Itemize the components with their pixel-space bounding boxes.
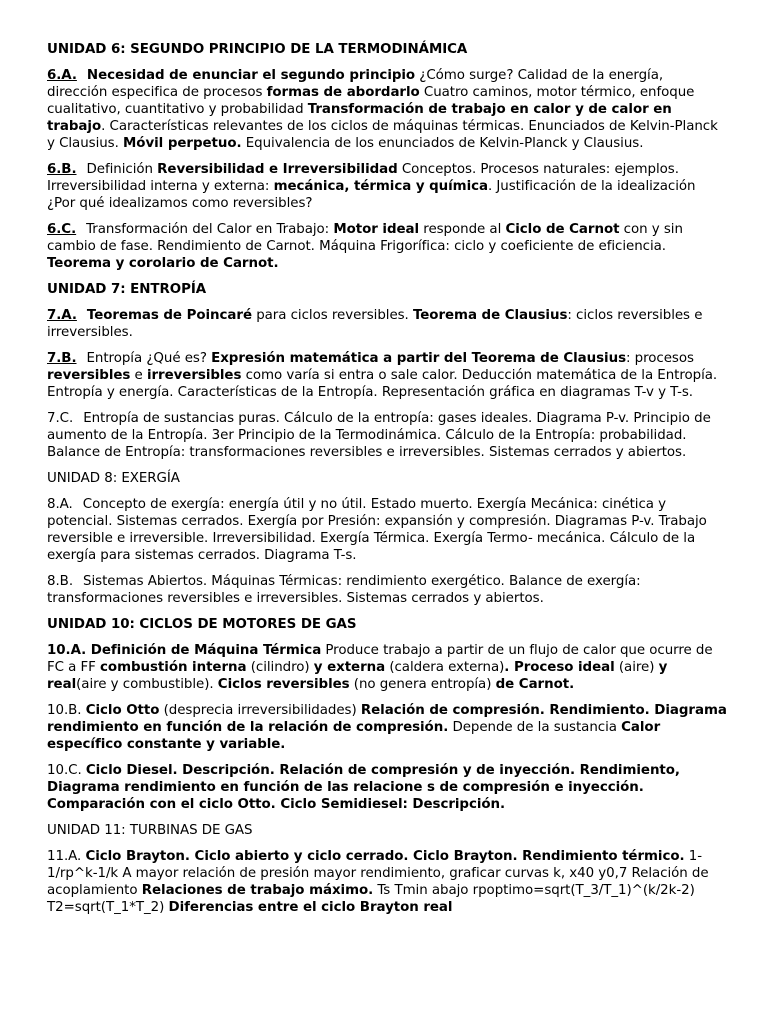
text-run: Reversibilidad e Irreversibilidad — [157, 162, 398, 177]
text-run: irreversibles — [146, 368, 242, 383]
text-run: Expresión matemática a partir del Teorema de Clausius — [211, 351, 626, 366]
text-run: y real — [47, 660, 668, 692]
text-run: : ciclos reversibles e irreversibles. — [47, 308, 703, 340]
text-run: Ciclo Otto — [85, 703, 160, 718]
text-run: Teorema de Clausius — [412, 308, 568, 323]
text-run: con y sin cambio de fase. Rendimiento de Carnot. Máquina Frigorífica: ciclo y coeficiente de eficiencia. — [47, 222, 683, 254]
section-11a — [47, 848, 727, 916]
text-run: Teoremas de Poincaré — [86, 308, 252, 323]
text-run: reversibles — [47, 368, 131, 383]
text-run: Necesidad de enunciar el segundo principio — [86, 68, 416, 83]
section-10c — [47, 762, 727, 813]
text-run: (caldera externa) — [385, 660, 505, 675]
text-run: . Características relevantes de los ciclos de máquinas térmicas. Enunciados de Kelvin-Planck y Clausius. — [47, 119, 718, 151]
text-run: Cuatro caminos, motor térmico, enfoque cualitativo, cuantitativo y probabilidad — [47, 85, 695, 117]
text-run: . Proceso ideal — [504, 660, 615, 675]
text-run: Ciclo Brayton. Ciclo abierto y ciclo cerrado. Ciclo Brayton. Rendimiento térmico. — [85, 849, 685, 864]
unit-7-heading: UNIDAD 7: ENTROPÍA — [47, 282, 207, 297]
unit-11-heading: UNIDAD 11: TURBINAS DE GAS — [47, 823, 253, 838]
text-run: de Carnot. — [495, 677, 575, 692]
text-run: 10.B. — [47, 703, 86, 718]
text-run: Transformación de trabajo en calor y de calor en trabajo — [47, 102, 672, 134]
text-run: (cilindro) — [246, 660, 314, 675]
text-run: 1-1/rp^k-1/k A mayor relación de presión mayor rendimiento, graficar curvas k, x40 y0,7 Relación de acoplamiento — [47, 849, 709, 898]
section-7c — [47, 410, 727, 461]
text-run: Depende de la sustancia — [448, 720, 622, 735]
document-page — [47, 41, 727, 925]
text-run: Entropía ¿Qué es? — [86, 351, 212, 366]
text-run: Ciclos reversibles — [217, 677, 350, 692]
text-run: (aire y combustible). — [76, 677, 218, 692]
section-8a — [47, 496, 727, 564]
text-run: combustión interna — [100, 660, 247, 675]
text-run: 10.C. — [47, 763, 86, 778]
text-run: Calor específico constante y variable. — [47, 720, 661, 752]
section-10a — [47, 642, 727, 693]
text-run: Sistemas Abiertos. Máquinas Térmicas: rendimiento exergético. Balance de exergía: transformaciones reversibles e irreversibles. Sistemas cerrados y abiertos. — [47, 574, 641, 606]
section-7b — [47, 350, 727, 401]
text-run: formas de abordarlo — [266, 85, 420, 100]
section-number: 7.A. — [47, 308, 77, 323]
text-run: Motor ideal — [333, 222, 420, 237]
unit-10-heading: UNIDAD 10: CICLOS DE MOTORES DE GAS — [47, 617, 357, 632]
text-run: 8.A. — [47, 497, 73, 512]
text-run: Conceptos. Procesos naturales: ejemplos. Irreversibilidad interna y externa: — [47, 162, 679, 194]
text-run: Definición — [86, 162, 158, 177]
section-8b — [47, 573, 727, 607]
section-number: 6.C. — [47, 222, 77, 237]
text-run: Relación de compresión. Rendimiento. Diagrama rendimiento en función de la relación de compresión. — [47, 703, 727, 735]
text-run: para ciclos reversibles. — [251, 308, 413, 323]
section-number: 7.B. — [47, 351, 77, 366]
text-run: Diferencias entre el ciclo Brayton real — [168, 900, 453, 915]
section-6a — [47, 67, 727, 152]
text-run: . Justificación de la idealización ¿Por qué idealizamos como reversibles? — [47, 179, 696, 211]
section-number: 6.A. — [47, 68, 77, 83]
text-run: 11.A. — [47, 849, 86, 864]
text-run: Ciclo de Carnot — [505, 222, 620, 237]
section-6c — [47, 221, 727, 272]
text-run: Concepto de exergía: energía útil y no útil. Estado muerto. Exergía Mecánica: cinética y potencial. Sistemas cerrados. Exergía por Presión: expansión y compresión. Diagramas P-v. Trabajo reversible e irreversible. Irreversibilidad. Exergía Térmica. Exergía Termo- mecánica. Cálculo de la exergía para sistemas cerrados. Diagrama T-s. — [47, 497, 707, 563]
text-run: Ts Tmin abajo rpoptimo=sqrt(T_3/T_1)^(k/2k-2) T2=sqrt(T_1*T_2) — [47, 883, 695, 915]
text-run: Teorema y corolario de Carnot. — [47, 256, 279, 271]
text-run: e — [130, 368, 147, 383]
text-run: Transformación del Calor en Trabajo: — [86, 222, 334, 237]
text-run: : procesos — [626, 351, 694, 366]
text-run: Entropía de sustancias puras. Cálculo de la entropía: gases ideales. Diagrama P-v. Principio de aumento de la Entropía. 3er Principio de la Termodinámica. Cálculo de la Entropía: probabilidad. Balance de Entropía: transformaciones reversibles e irreversibles. Sistemas cerrados y abiertos. — [47, 411, 711, 460]
text-run: Ciclo Diesel. Descripción. Relación de compresión y de inyección. Rendimiento, Diagrama rendimiento en función de las relacione s de compresión e inyección. Comparación con el ciclo Otto. Ciclo Semidiesel: Descripción. — [47, 763, 680, 812]
section-6b — [47, 161, 727, 212]
text-run: 8.B. — [47, 574, 74, 589]
section-number: 6.B. — [47, 162, 77, 177]
section-10b — [47, 702, 727, 753]
text-run: Relaciones de trabajo máximo. — [141, 883, 374, 898]
text-run: Equivalencia de los enunciados de Kelvin-Planck y Clausius. — [241, 136, 644, 151]
text-run: (no genera entropía) — [349, 677, 496, 692]
text-run: ¿Cómo surge? Calidad de la energía, dirección especifica de procesos — [47, 68, 664, 100]
section-7a — [47, 307, 727, 341]
text-run: 10.A. Definición de Máquina Térmica — [47, 643, 322, 658]
unit-8-heading: UNIDAD 8: EXERGÍA — [47, 471, 180, 486]
text-run: (aire) — [614, 660, 659, 675]
text-run: 7.C. — [47, 411, 74, 426]
text-run: mecánica, térmica y química — [273, 179, 488, 194]
text-run: Móvil perpetuo. — [123, 136, 242, 151]
text-run: como varía si entra o sale calor. Deducción matemática de la Entropía. Entropía y energía. Características de la Entropía. Representación gráfica en diagramas T-v y T-s. — [47, 368, 718, 400]
unit-6-heading: UNIDAD 6: SEGUNDO PRINCIPIO DE LA TERMODINÁMICA — [47, 42, 468, 57]
text-run: Produce trabajo a partir de un flujo de calor que ocurre de FC a FF — [47, 643, 713, 675]
text-run: responde al — [419, 222, 506, 237]
text-run: y externa — [313, 660, 386, 675]
text-run: (desprecia irreversibilidades) — [159, 703, 361, 718]
